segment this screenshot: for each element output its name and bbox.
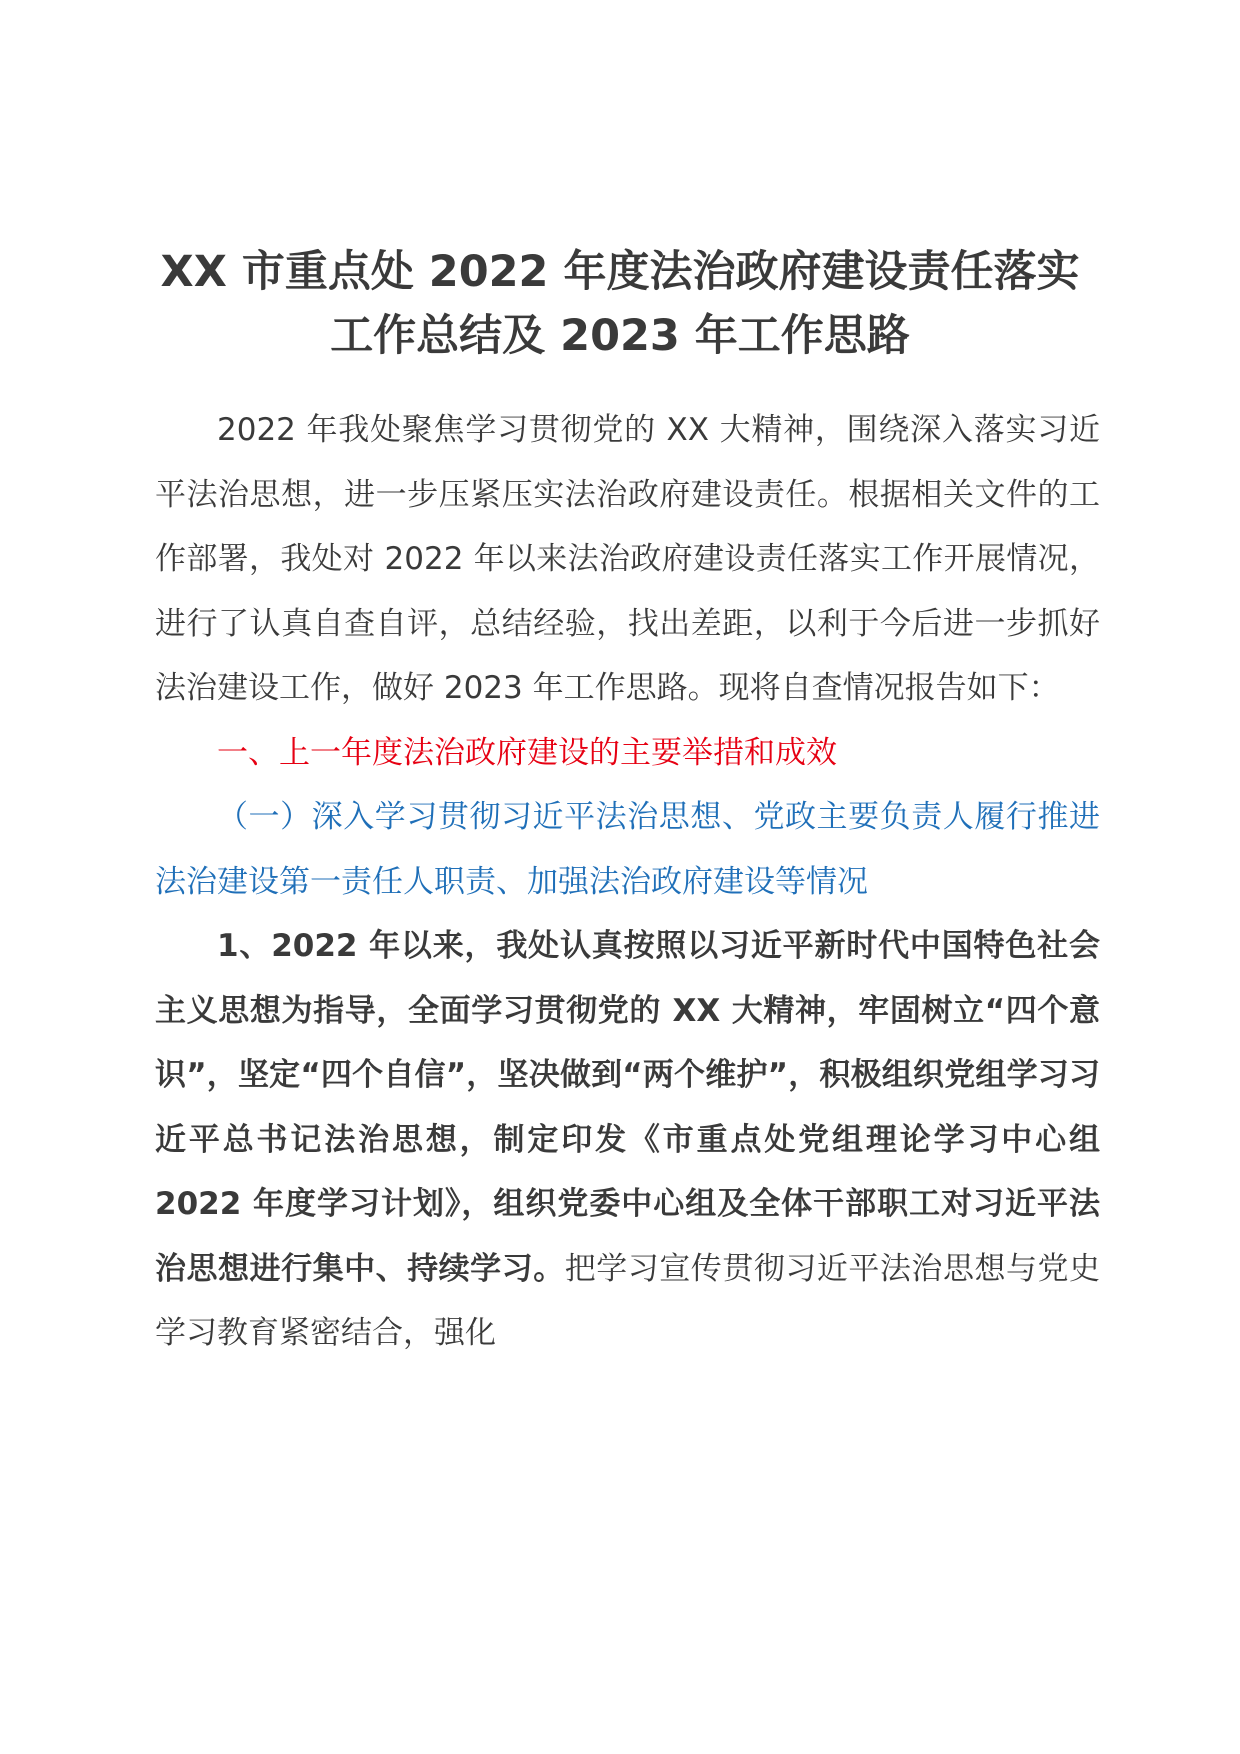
item-regular-text: 把学习宣传贯彻习近平法治思想与党史学习教育紧密结合，强化 (155, 1250, 1101, 1351)
document-title: XX 市重点处 2022 年度法治政府建设责任落实工作总结及 2023 年工作思路 (160, 247, 1080, 361)
item-paragraph (155, 914, 1100, 1366)
intro-paragraph: 2022 年我处聚焦学习贯彻党的 XX 大精神，围绕深入落实习近平法治思想，进一步压紧压实法治政府建设责任。根据相关文件的工作部署，我处对 2022 年以来法治政府建设责任落实工作开展情况，进行了认真自查自评，总结经验，找出差距，以利于今后进一步抓好法治建设工作，做好 2023 年工作思路。现将自查情况报告如下： (155, 412, 1100, 706)
section-heading: 一、上一年度法治政府建设的主要举措和成效 (217, 734, 837, 771)
document-body (155, 398, 1100, 1366)
item-bold-text: 1、2022 年以来，我处认真按照以习近平新时代中国特色社会主义思想为指导，全面学习贯彻党的 XX 大精神，牢固树立“四个意识”，坚定“四个自信”，坚决做到“两个维护”，积极组织党组学习习近平总书记法治思想，制定印发《市重点处党组理论学习中心组 2022 年度学习计划》，组织党委中心组及全体干部职工对习近平法治思想进行集中、持续学习。 (155, 928, 1100, 1287)
subsection-heading: （一）深入学习贯彻习近平法治思想、党政主要负责人履行推进法治建设第一责任人职责、加强法治政府建设等情况 (155, 799, 1100, 900)
